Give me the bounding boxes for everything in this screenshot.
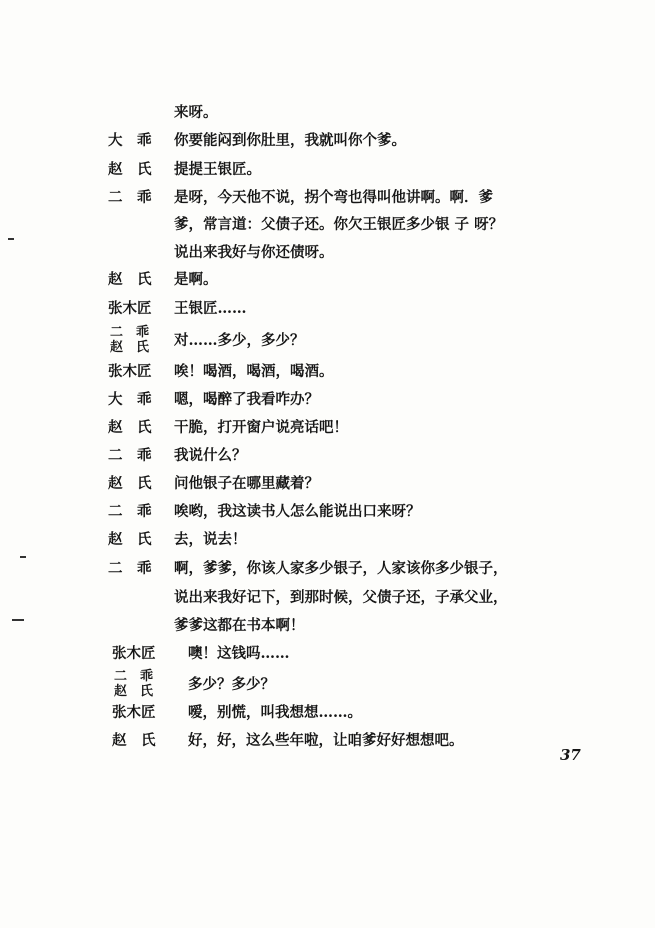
- dialogue-line: 嗳，别慌，叫我想想……。: [188, 704, 362, 721]
- scan-mark: [20, 556, 26, 558]
- speaker-name: 张木匠: [112, 704, 156, 721]
- speaker-name: 大 乖: [108, 391, 152, 408]
- dialogue-line: 是啊。: [174, 271, 218, 288]
- dialogue-line: 爹爹这都在书本啊！: [174, 617, 305, 634]
- dialogue-line: 去，说去！: [174, 531, 247, 548]
- speaker-name: 赵 氏: [114, 684, 154, 699]
- speaker-name: 张木匠: [112, 645, 156, 662]
- page-number: 37: [560, 746, 581, 764]
- dialogue-line: 对……多少，多少？: [174, 332, 305, 349]
- scan-mark: [8, 238, 14, 240]
- speaker-name: 赵 氏: [108, 475, 152, 492]
- speaker-name: 赵 氏: [112, 732, 156, 749]
- speaker-name: 二 乖: [110, 325, 150, 340]
- speaker-name: 二 乖: [108, 447, 152, 464]
- speaker-name: 二 乖: [108, 189, 152, 206]
- speaker-name: 张木匠: [108, 363, 152, 380]
- speaker-name: 二 乖: [108, 503, 152, 520]
- dialogue-line: 你要能闷到你肚里，我就叫你个爹。: [174, 132, 406, 149]
- speaker-name: 大 乖: [108, 132, 152, 149]
- speaker-name: 二 乖: [108, 560, 152, 577]
- dialogue-line: 爹，常言道：父债子还。你欠王银匠多少银 子 呀？: [174, 216, 504, 233]
- scan-mark: [12, 619, 24, 621]
- speaker-name: 赵 氏: [108, 271, 152, 288]
- dialogue-line: 说出来我好与你还债呀。: [174, 244, 334, 261]
- dialogue-line: 多少？多少？: [188, 676, 275, 693]
- dialogue-line: 我说什么？: [174, 447, 247, 464]
- dialogue-line: 王银匠……: [174, 300, 247, 317]
- speaker-name: 赵 氏: [108, 531, 152, 548]
- speaker-name: 赵 氏: [110, 340, 150, 355]
- dialogue-line: 提提王银匠。: [174, 161, 261, 178]
- dialogue-line: 说出来我好记下，到那时候，父债子还，子承父业，: [174, 589, 508, 606]
- dialogue-line: 好，好，这么些年啦，让咱爹好好想想吧。: [188, 732, 464, 749]
- dialogue-line: 来呀。: [174, 104, 218, 121]
- speaker-name: 赵 氏: [108, 419, 152, 436]
- dialogue-line: 啊，爹爹，你该人家多少银子，人家该你多少银子，: [174, 560, 508, 577]
- dialogue-line: 干脆，打开窗户说亮话吧！: [174, 419, 348, 436]
- speaker-name: 赵 氏: [108, 161, 152, 178]
- dialogue-line: 问他银子在哪里藏着？: [174, 475, 319, 492]
- speaker-name: 张木匠: [108, 300, 152, 317]
- dialogue-line: 唉哟，我这读书人怎么能说出口来呀？: [174, 503, 421, 520]
- speaker-name: 二 乖: [114, 669, 154, 684]
- dialogue-line: 是呀，今天他不说，拐个弯也得叫他讲啊。啊．爹: [174, 189, 493, 206]
- dialogue-line: 唉！喝酒，喝酒，喝酒。: [174, 363, 334, 380]
- dialogue-line: 噢！这钱吗……: [188, 645, 290, 662]
- dialogue-line: 嗯，喝醉了我看咋办？: [174, 391, 319, 408]
